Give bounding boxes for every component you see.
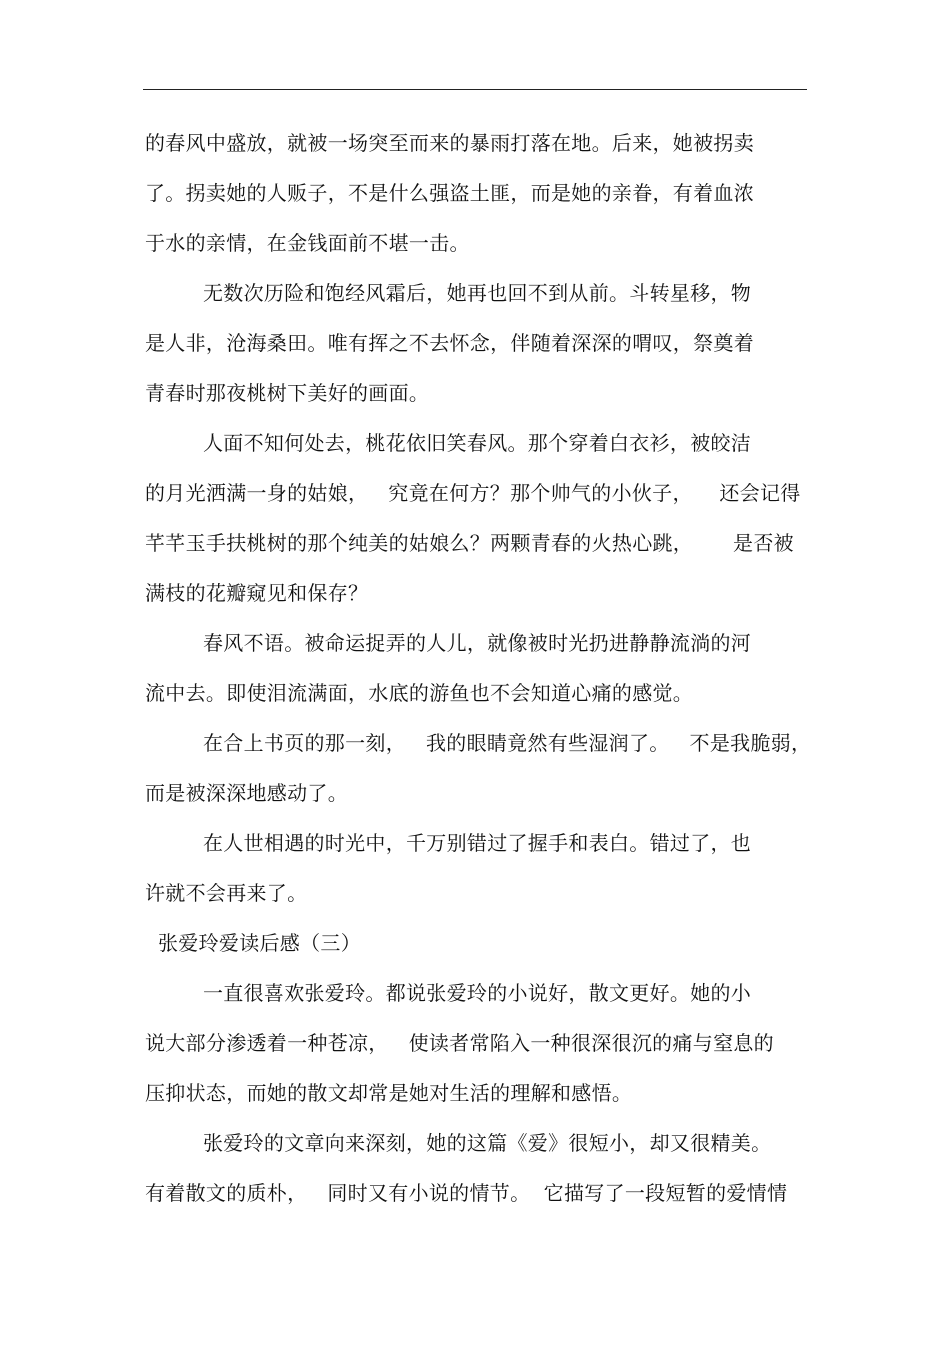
paragraph-start-line: 无数次历险和饱经风霜后，她再也回不到从前。斗转星移，物 — [203, 281, 752, 305]
paragraph-start-line: 春风不语。被命运捉弄的人儿，就像被时光扔进静静流淌的河 — [203, 631, 752, 655]
body-line: 有着散文的质朴， 同时又有小说的情节。 它描写了一段短暂的爱情情 — [145, 1181, 788, 1205]
paragraph-start-line: 在合上书页的那一刻， 我的眼睛竟然有些湿润了。 不是我脆弱， — [203, 731, 812, 755]
body-line: 压抑状态，而她的散文却常是她对生活的理解和感悟。 — [145, 1081, 633, 1105]
header-rule — [143, 89, 807, 90]
body-line: 而是被深深地感动了。 — [145, 781, 348, 805]
body-line: 的月光洒满一身的姑娘， 究竟在何方？那个帅气的小伙子， 还会记得 — [145, 481, 801, 505]
body-line: 满枝的花瓣窥见和保存？ — [145, 581, 369, 605]
paragraph-start-line: 一直很喜欢张爱玲。都说张爱玲的小说好，散文更好。她的小 — [203, 981, 752, 1005]
body-line: 说大部分渗透着一种苍凉， 使读者常陷入一种很深很沉的痛与窒息的 — [145, 1031, 774, 1055]
body-line: 青春时那夜桃树下美好的画面。 — [145, 381, 430, 405]
body-line: 许就不会再来了。 — [145, 881, 308, 905]
body-line: 芊芊玉手扶桃树的那个纯美的姑娘么？两颗青春的火热心跳， 是否被 — [145, 531, 794, 555]
body-line: 了。拐卖她的人贩子，不是什么强盗土匪，而是她的亲眷，有着血浓 — [145, 181, 754, 205]
body-line: 的春风中盛放，就被一场突至而来的暴雨打落在地。后来，她被拐卖 — [145, 131, 754, 155]
body-line: 流中去。即使泪流满面，水底的游鱼也不会知道心痛的感觉。 — [145, 681, 694, 705]
paragraph-start-line: 在人世相遇的时光中，千万别错过了握手和表白。错过了，也 — [203, 831, 752, 855]
body-line: 是人非，沧海桑田。唯有挥之不去怀念，伴随着深深的喟叹，祭奠着 — [145, 331, 754, 355]
paragraph-start-line: 人面不知何处去，桃花依旧笑春风。那个穿着白衣衫，被皎洁 — [203, 431, 752, 455]
paragraph-start-line: 张爱玲的文章向来深刻，她的这篇《爱》很短小，却又很精美。 — [203, 1131, 772, 1155]
section-heading: 张爱玲爱读后感（三） — [158, 931, 361, 955]
body-line: 于水的亲情，在金钱面前不堪一击。 — [145, 231, 470, 255]
